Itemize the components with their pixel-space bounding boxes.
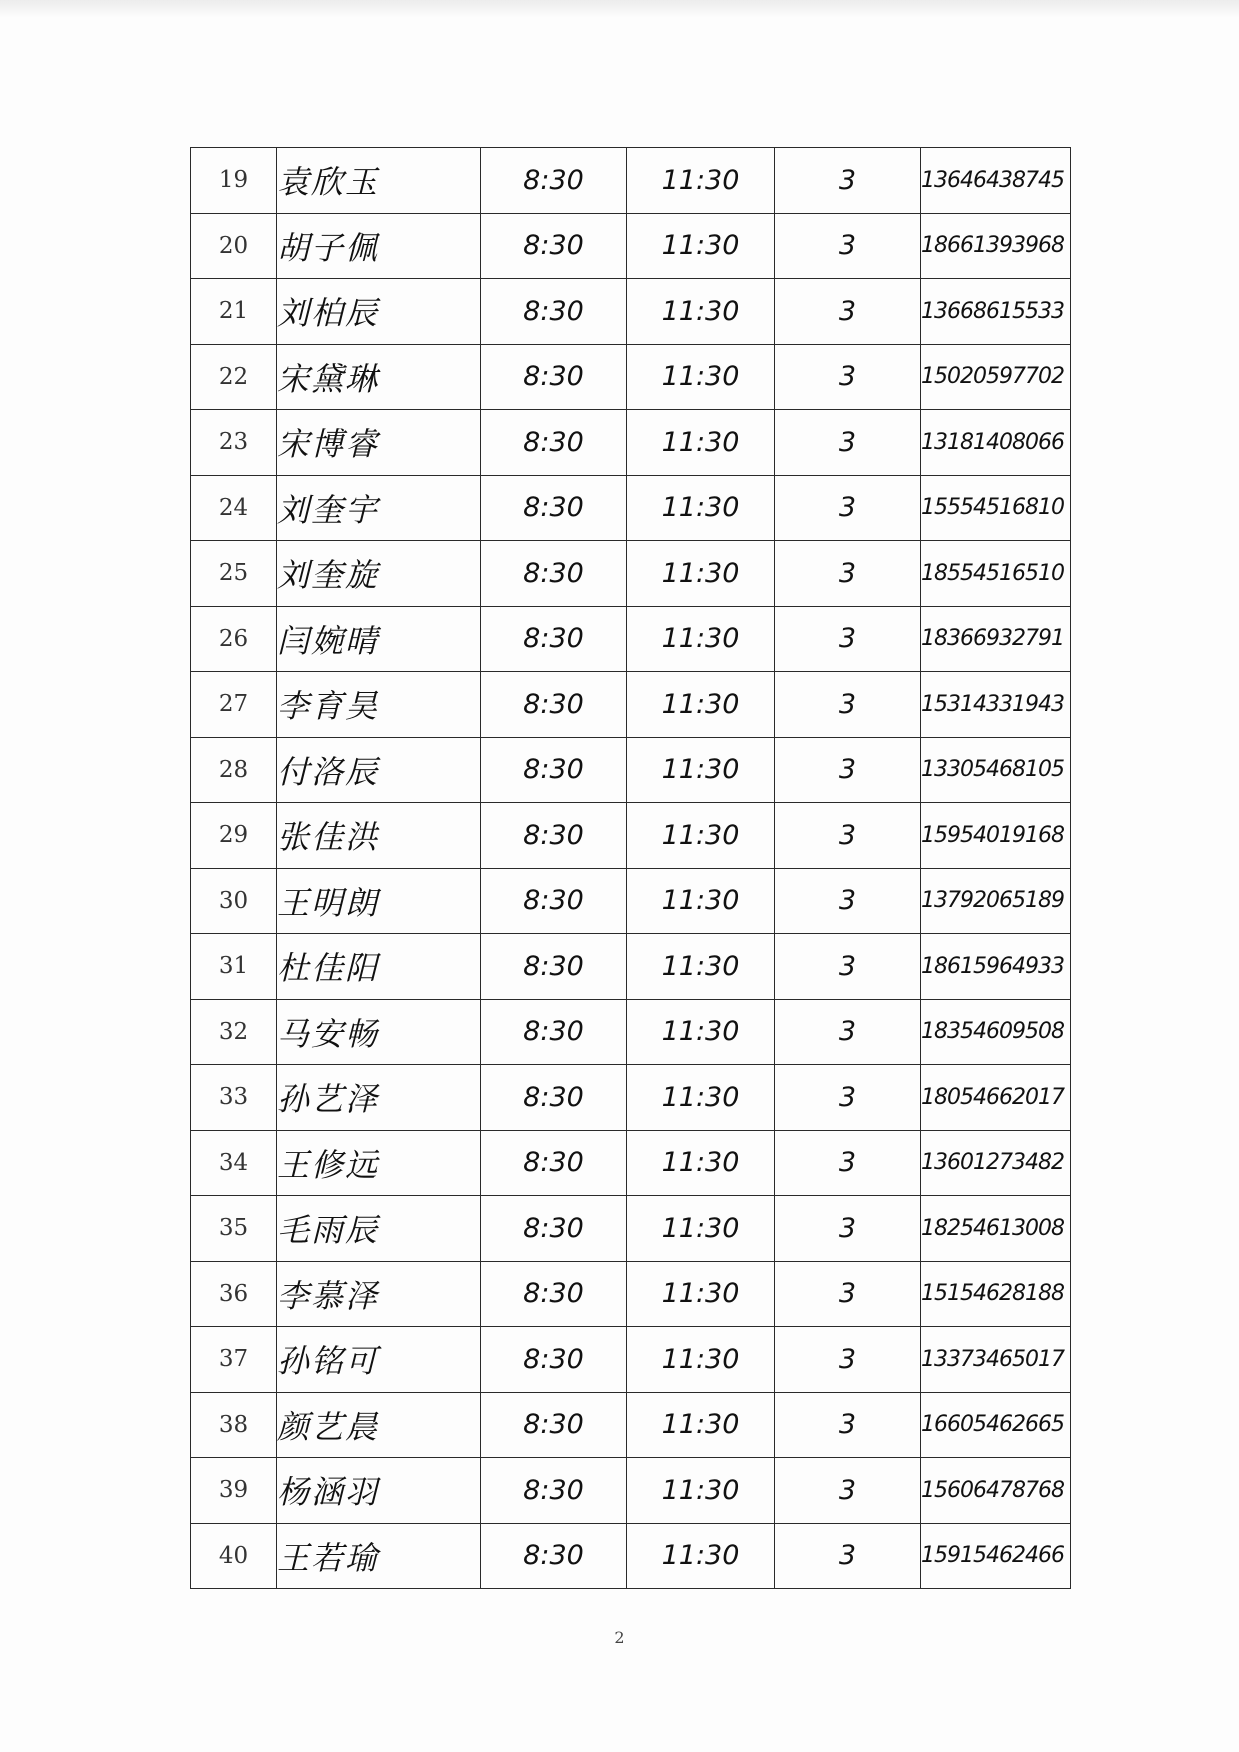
start-time-cell: 8:30 xyxy=(481,279,627,345)
row-number-cell: 23 xyxy=(191,410,277,476)
phone-number-cell: 15954019168 xyxy=(921,803,1071,869)
student-name-cell: 马安畅 xyxy=(277,999,481,1065)
duration-hours-cell: 3 xyxy=(775,475,921,541)
phone-number-cell: 13305468105 xyxy=(921,737,1071,803)
student-name-cell: 付洛辰 xyxy=(277,737,481,803)
start-time-cell: 8:30 xyxy=(481,410,627,476)
student-name-cell: 王明朗 xyxy=(277,868,481,934)
duration-hours-cell: 3 xyxy=(775,737,921,803)
end-time-cell: 11:30 xyxy=(627,934,775,1000)
end-time-cell: 11:30 xyxy=(627,868,775,934)
duration-hours-cell: 3 xyxy=(775,1065,921,1131)
row-number-cell: 39 xyxy=(191,1458,277,1524)
attendance-table xyxy=(190,147,1071,1589)
row-number-cell: 33 xyxy=(191,1065,277,1131)
student-name-cell: 王修远 xyxy=(277,1130,481,1196)
table-row xyxy=(191,672,1071,738)
duration-hours-cell: 3 xyxy=(775,1196,921,1262)
student-name-cell: 李慕泽 xyxy=(277,1261,481,1327)
start-time-cell: 8:30 xyxy=(481,1523,627,1589)
phone-number-cell: 13646438745 xyxy=(921,148,1071,214)
table-row xyxy=(191,999,1071,1065)
phone-number-cell: 16605462665 xyxy=(921,1392,1071,1458)
row-number-cell: 30 xyxy=(191,868,277,934)
row-number-cell: 34 xyxy=(191,1130,277,1196)
student-name-cell: 杜佳阳 xyxy=(277,934,481,1000)
end-time-cell: 11:30 xyxy=(627,148,775,214)
row-number-cell: 21 xyxy=(191,279,277,345)
row-number-cell: 32 xyxy=(191,999,277,1065)
phone-number-cell: 13668615533 xyxy=(921,279,1071,345)
duration-hours-cell: 3 xyxy=(775,999,921,1065)
duration-hours-cell: 3 xyxy=(775,213,921,279)
phone-number-cell: 18366932791 xyxy=(921,606,1071,672)
phone-number-cell: 15020597702 xyxy=(921,344,1071,410)
table-row xyxy=(191,737,1071,803)
phone-number-cell: 13601273482 xyxy=(921,1130,1071,1196)
start-time-cell: 8:30 xyxy=(481,1261,627,1327)
student-name-cell: 宋博睿 xyxy=(277,410,481,476)
student-name-cell: 孙艺泽 xyxy=(277,1065,481,1131)
table-row xyxy=(191,606,1071,672)
phone-number-cell: 15154628188 xyxy=(921,1261,1071,1327)
row-number-cell: 36 xyxy=(191,1261,277,1327)
phone-number-cell: 15606478768 xyxy=(921,1458,1071,1524)
phone-number-cell: 18054662017 xyxy=(921,1065,1071,1131)
table-row xyxy=(191,475,1071,541)
start-time-cell: 8:30 xyxy=(481,868,627,934)
end-time-cell: 11:30 xyxy=(627,606,775,672)
duration-hours-cell: 3 xyxy=(775,1392,921,1458)
student-name-cell: 闫婉晴 xyxy=(277,606,481,672)
phone-number-cell: 15915462466 xyxy=(921,1523,1071,1589)
table-row xyxy=(191,868,1071,934)
duration-hours-cell: 3 xyxy=(775,410,921,476)
student-name-cell: 宋黛琳 xyxy=(277,344,481,410)
phone-number-cell: 18661393968 xyxy=(921,213,1071,279)
end-time-cell: 11:30 xyxy=(627,1327,775,1393)
student-name-cell: 毛雨辰 xyxy=(277,1196,481,1262)
duration-hours-cell: 3 xyxy=(775,1458,921,1524)
duration-hours-cell: 3 xyxy=(775,1130,921,1196)
scan-shadow xyxy=(0,0,1239,18)
table-row xyxy=(191,1392,1071,1458)
duration-hours-cell: 3 xyxy=(775,606,921,672)
student-name-cell: 李育昊 xyxy=(277,672,481,738)
table-row xyxy=(191,1523,1071,1589)
start-time-cell: 8:30 xyxy=(481,213,627,279)
row-number-cell: 29 xyxy=(191,803,277,869)
phone-number-cell: 13792065189 xyxy=(921,868,1071,934)
start-time-cell: 8:30 xyxy=(481,803,627,869)
end-time-cell: 11:30 xyxy=(627,1458,775,1524)
student-name-cell: 王若瑜 xyxy=(277,1523,481,1589)
table-row xyxy=(191,1196,1071,1262)
duration-hours-cell: 3 xyxy=(775,1261,921,1327)
row-number-cell: 22 xyxy=(191,344,277,410)
end-time-cell: 11:30 xyxy=(627,541,775,607)
table-row xyxy=(191,1458,1071,1524)
end-time-cell: 11:30 xyxy=(627,410,775,476)
end-time-cell: 11:30 xyxy=(627,1523,775,1589)
end-time-cell: 11:30 xyxy=(627,1196,775,1262)
student-name-cell: 刘柏辰 xyxy=(277,279,481,345)
table-row xyxy=(191,344,1071,410)
start-time-cell: 8:30 xyxy=(481,737,627,803)
start-time-cell: 8:30 xyxy=(481,1392,627,1458)
row-number-cell: 26 xyxy=(191,606,277,672)
row-number-cell: 35 xyxy=(191,1196,277,1262)
end-time-cell: 11:30 xyxy=(627,213,775,279)
duration-hours-cell: 3 xyxy=(775,934,921,1000)
end-time-cell: 11:30 xyxy=(627,1261,775,1327)
duration-hours-cell: 3 xyxy=(775,148,921,214)
start-time-cell: 8:30 xyxy=(481,148,627,214)
duration-hours-cell: 3 xyxy=(775,541,921,607)
end-time-cell: 11:30 xyxy=(627,279,775,345)
student-name-cell: 袁欣玉 xyxy=(277,148,481,214)
end-time-cell: 11:30 xyxy=(627,737,775,803)
start-time-cell: 8:30 xyxy=(481,344,627,410)
phone-number-cell: 15554516810 xyxy=(921,475,1071,541)
table-row xyxy=(191,410,1071,476)
table-row xyxy=(191,803,1071,869)
student-name-cell: 刘奎旋 xyxy=(277,541,481,607)
duration-hours-cell: 3 xyxy=(775,1327,921,1393)
student-name-cell: 刘奎宇 xyxy=(277,475,481,541)
attendance-table-body xyxy=(191,148,1071,1589)
start-time-cell: 8:30 xyxy=(481,1458,627,1524)
duration-hours-cell: 3 xyxy=(775,672,921,738)
table-row xyxy=(191,1327,1071,1393)
phone-number-cell: 15314331943 xyxy=(921,672,1071,738)
table-row xyxy=(191,934,1071,1000)
student-name-cell: 杨涵羽 xyxy=(277,1458,481,1524)
phone-number-cell: 13373465017 xyxy=(921,1327,1071,1393)
phone-number-cell: 18354609508 xyxy=(921,999,1071,1065)
table-row xyxy=(191,148,1071,214)
end-time-cell: 11:30 xyxy=(627,803,775,869)
table-row xyxy=(191,1130,1071,1196)
duration-hours-cell: 3 xyxy=(775,279,921,345)
table-row xyxy=(191,279,1071,345)
end-time-cell: 11:30 xyxy=(627,475,775,541)
start-time-cell: 8:30 xyxy=(481,1327,627,1393)
row-number-cell: 31 xyxy=(191,934,277,1000)
duration-hours-cell: 3 xyxy=(775,344,921,410)
duration-hours-cell: 3 xyxy=(775,1523,921,1589)
student-name-cell: 颜艺晨 xyxy=(277,1392,481,1458)
duration-hours-cell: 3 xyxy=(775,803,921,869)
page-number: 2 xyxy=(614,1628,625,1647)
table-row xyxy=(191,1065,1071,1131)
start-time-cell: 8:30 xyxy=(481,999,627,1065)
row-number-cell: 37 xyxy=(191,1327,277,1393)
end-time-cell: 11:30 xyxy=(627,1065,775,1131)
row-number-cell: 40 xyxy=(191,1523,277,1589)
phone-number-cell: 18254613008 xyxy=(921,1196,1071,1262)
end-time-cell: 11:30 xyxy=(627,999,775,1065)
start-time-cell: 8:30 xyxy=(481,1196,627,1262)
phone-number-cell: 13181408066 xyxy=(921,410,1071,476)
start-time-cell: 8:30 xyxy=(481,1130,627,1196)
start-time-cell: 8:30 xyxy=(481,541,627,607)
end-time-cell: 11:30 xyxy=(627,344,775,410)
start-time-cell: 8:30 xyxy=(481,934,627,1000)
row-number-cell: 27 xyxy=(191,672,277,738)
table-row xyxy=(191,1261,1071,1327)
row-number-cell: 38 xyxy=(191,1392,277,1458)
row-number-cell: 24 xyxy=(191,475,277,541)
end-time-cell: 11:30 xyxy=(627,1130,775,1196)
start-time-cell: 8:30 xyxy=(481,672,627,738)
table-row xyxy=(191,541,1071,607)
end-time-cell: 11:30 xyxy=(627,1392,775,1458)
student-name-cell: 张佳洪 xyxy=(277,803,481,869)
phone-number-cell: 18615964933 xyxy=(921,934,1071,1000)
start-time-cell: 8:30 xyxy=(481,475,627,541)
row-number-cell: 20 xyxy=(191,213,277,279)
row-number-cell: 25 xyxy=(191,541,277,607)
student-name-cell: 胡子佩 xyxy=(277,213,481,279)
row-number-cell: 28 xyxy=(191,737,277,803)
phone-number-cell: 18554516510 xyxy=(921,541,1071,607)
row-number-cell: 19 xyxy=(191,148,277,214)
table-row xyxy=(191,213,1071,279)
duration-hours-cell: 3 xyxy=(775,868,921,934)
student-name-cell: 孙铭可 xyxy=(277,1327,481,1393)
start-time-cell: 8:30 xyxy=(481,1065,627,1131)
start-time-cell: 8:30 xyxy=(481,606,627,672)
end-time-cell: 11:30 xyxy=(627,672,775,738)
